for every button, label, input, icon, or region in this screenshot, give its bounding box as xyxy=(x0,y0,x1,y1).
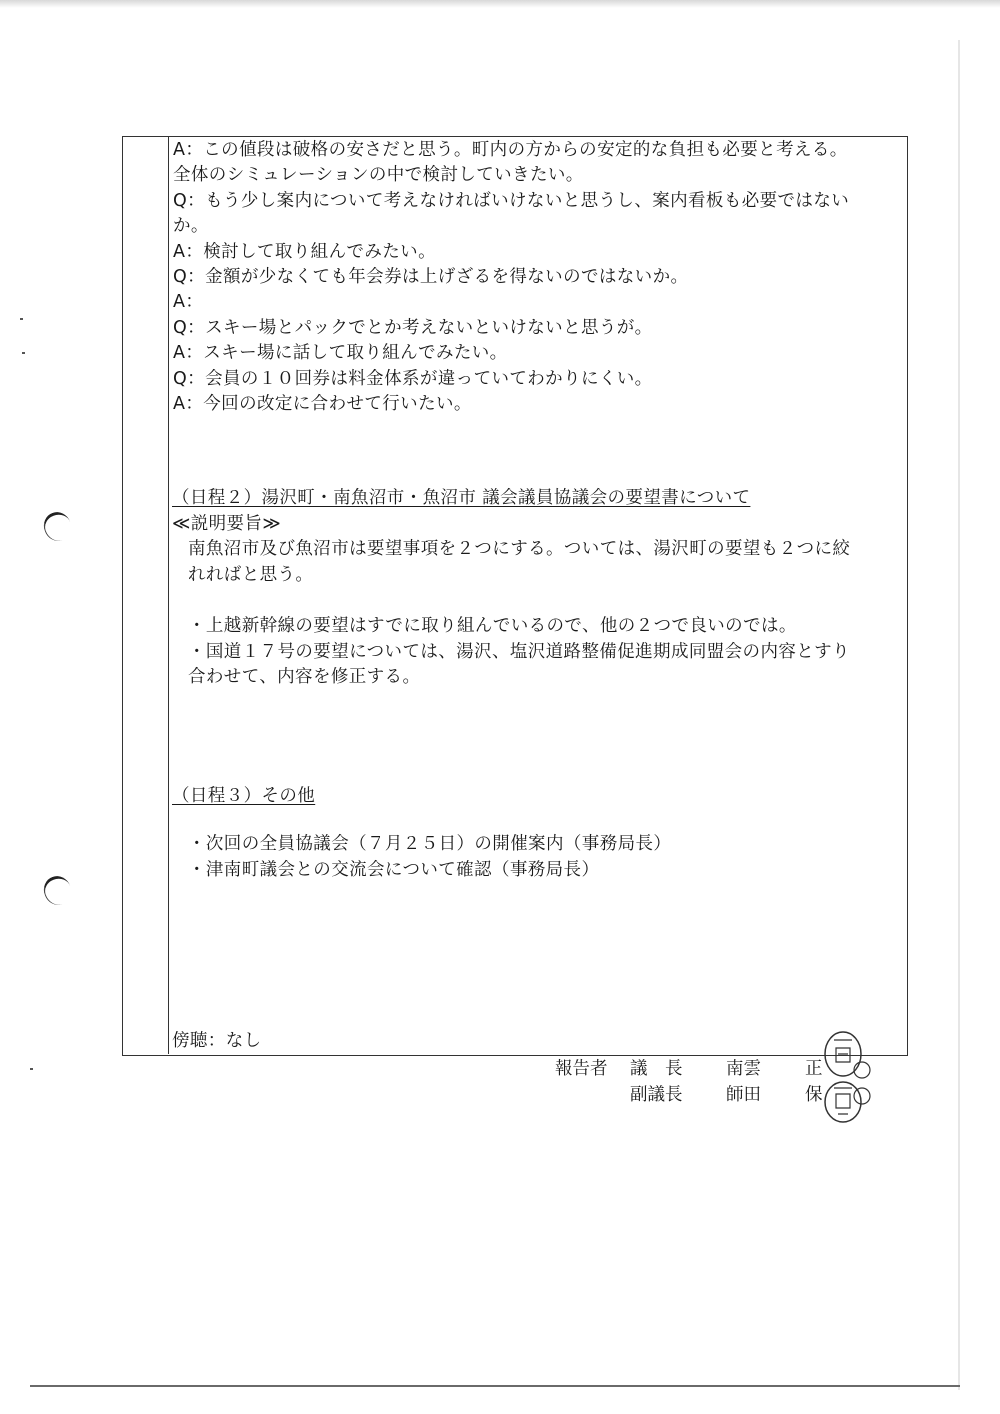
agenda2-bullet-continued: 合わせて、内容を修正する。 xyxy=(188,667,421,687)
qa-line: か。 xyxy=(173,216,209,236)
vice-chair-given-name: 保 xyxy=(805,1085,823,1105)
qa-line: Q：もう少し案内について考えなければいけないと思うし、案内看板も必要ではない xyxy=(173,191,850,211)
qa-line: Q：会員の１０回券は料金体系が違っていてわかりにくい。 xyxy=(173,369,653,389)
qa-line: 全体のシミュレーションの中で検討していきたい。 xyxy=(173,165,584,185)
qa-line: A：検討して取り組んでみたい。 xyxy=(173,242,436,262)
agenda2-bullet: ・国道１７号の要望については、湯沢、塩沢道路整備促進期成同盟会の内容とすり xyxy=(188,642,850,662)
agenda2-subheading: ≪説明要旨≫ xyxy=(172,514,282,534)
punch-hole-top xyxy=(40,508,75,544)
qa-line: Q：金額が少なくても年会券は上げざるを得ないのではないか。 xyxy=(173,267,689,287)
agenda2-bullet: ・上越新幹線の要望はすでに取り組んでいるので、他の２つで良いのでは。 xyxy=(188,616,797,636)
chair-title: 議 長 xyxy=(630,1059,683,1079)
chair-given-name: 正 xyxy=(805,1059,823,1079)
audience-note: 傍聴：なし xyxy=(172,1031,262,1051)
agenda2-summary-line: れればと思う。 xyxy=(188,565,314,585)
scan-speck xyxy=(30,1068,33,1070)
page-right-edge xyxy=(958,40,960,1390)
agenda2-heading: （日程２）湯沢町・南魚沼市・魚沼市 議会議員協議会の要望書について xyxy=(172,488,751,508)
scan-speck xyxy=(20,318,23,320)
chair-surname: 南雲 xyxy=(726,1059,761,1079)
page-bottom-edge xyxy=(30,1385,960,1387)
scan-speck xyxy=(22,352,25,354)
qa-line: A： xyxy=(173,292,204,312)
vice-chair-surname: 師田 xyxy=(726,1085,761,1105)
agenda3-bullet: ・津南町議会との交流会について確認（事務局長） xyxy=(188,860,600,880)
frame-column-divider xyxy=(168,136,169,1054)
qa-line: A：スキー場に話して取り組んでみたい。 xyxy=(173,343,508,363)
agenda3-heading: （日程３）その他 xyxy=(172,786,316,806)
page-top-edge xyxy=(0,0,1000,8)
reporter-label: 報告者 xyxy=(555,1059,608,1079)
qa-line: A：この値段は破格の安さだと思う。町内の方からの安定的な負担も必要と考える。 xyxy=(173,140,848,160)
qa-line: A：今回の改定に合わせて行いたい。 xyxy=(173,394,472,414)
seal-stamps-icon xyxy=(818,1024,878,1124)
agenda3-bullet: ・次回の全員協議会（７月２５日）の開催案内（事務局長） xyxy=(188,834,672,854)
vice-chair-title: 副議長 xyxy=(630,1085,683,1105)
punch-hole-bottom xyxy=(40,872,75,908)
agenda2-summary-line: 南魚沼市及び魚沼市は要望事項を２つにする。ついては、湯沢町の要望も２つに絞 xyxy=(188,539,851,559)
qa-line: Q：スキー場とパックでとか考えないといけないと思うが。 xyxy=(173,318,653,338)
